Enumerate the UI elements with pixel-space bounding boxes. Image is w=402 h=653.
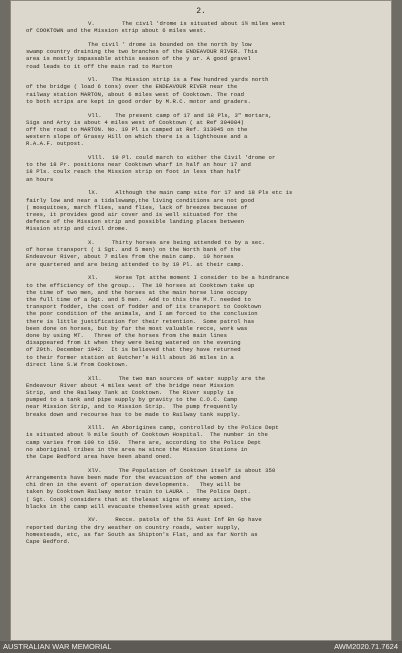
paragraph-line: of COOKTOWN and the Mission strip about 6 miles west. — [26, 27, 207, 35]
paragraph-line: R.A.A.F. outpost. — [26, 140, 84, 148]
paragraph — [26, 41, 382, 70]
paragraph-line: to their former station at Butcher's Hill about 36 miles in a — [26, 353, 234, 361]
paragraph-line: of the bridge ( load 6 tons) over the ENDEAVOUR RIVER near the — [26, 83, 238, 91]
paragraph-line: trees, it provides good air cover and is well situated for the — [26, 210, 238, 218]
paragraph-line: camp varies from 100 to 150. There are, according to the Police Dept — [26, 438, 262, 446]
paragraph-line: direct line S.W from Cooktown. — [26, 360, 129, 368]
paragraph-line: Mission strip and civil drome. — [26, 225, 129, 233]
paragraph — [26, 189, 382, 232]
paragraph-line: homesteads, etc, as far South as Shipton's Flat, and as far North as — [26, 530, 258, 538]
paragraph-line: 18 Pls. coulx reach the Mission strip on foot in less than half — [26, 168, 241, 176]
paragraph — [26, 467, 382, 510]
archive-footer — [0, 641, 402, 653]
paragraph-line: Endeavour River, about 7 miles from the main camp. 10 horses — [26, 253, 234, 261]
paragraph-line: to the efficiency of the group.. The 10 horses at Cooktown take up — [26, 281, 255, 289]
paragraph-line: near Mission Strip, and to Mission Strip. The pump frequently — [26, 403, 238, 411]
paragraph-line: fairly low and near a tidalswamp,the living conditions are not good — [26, 196, 255, 204]
paragraph-line: Cape Bedford. — [26, 538, 71, 546]
paragraph-line: pumped to a tank and pipe supply by gravity to the C.O.C. Camp — [26, 396, 238, 404]
paragraph-line: swamp country draining the two branches of the ENDEAVOUR RIVER. This — [26, 48, 258, 56]
paragraph-line: XV. Recce. patols of the 51 Aust Inf Bn Gp have — [88, 516, 262, 524]
page-number: 2. — [196, 7, 206, 16]
paragraph-line: Xl. Horse Tpt atthe moment I consider to be a hindrance — [88, 274, 290, 282]
paragraph-line: transport fodder, the cost of fodder and of its transport to Cooktown — [26, 303, 262, 311]
paragraph-line: Arrangements have been made for the evacuation of the women and — [26, 473, 241, 481]
paragraph — [26, 112, 382, 148]
paragraph-line: off the road to MARTON. No. 19 Pl is camped at Ref. 313045 on the — [26, 125, 248, 133]
paragraph-line: Xll. The two man sources of water supply are the — [88, 374, 266, 382]
paragraph-line: there is little justification for their retention. Some patrol has — [26, 317, 255, 325]
paragraph-line: area is mostly impassable atthis season of the y ar. A good gravel — [26, 55, 251, 63]
paragraph-line: XlV. The Population of Cooktown itself is about 350 — [88, 466, 276, 474]
paragraph-line: the Cape Bedford area have been aband oned. — [26, 453, 173, 461]
paragraph-line: X. Thirty horses are being attended to by a sec. — [88, 239, 266, 247]
paragraph-line: The civil ' drome is bounded on the north by low — [88, 40, 252, 48]
paragraph-line: lX. Although the main camp site for 17 and 18 Pls etc is — [88, 189, 293, 197]
paragraph — [26, 239, 382, 268]
paragraph-line: an hours — [26, 175, 54, 183]
paragraph-line: V. The civil 'drome is situated about 1½ miles west — [88, 20, 286, 27]
paragraph-line: road leads to it off the main rad to Marton — [26, 62, 173, 70]
paragraph-line: the poor condition of the animals, and I am forced to the conclusion — [26, 310, 258, 318]
paragraph-line: Endeavour River about 4 miles west of the bridge near Mission — [26, 381, 234, 389]
paragraph-line: chi dren in the event of operation developments. They will be — [26, 481, 241, 489]
paragraph-line: defence of the Mission strip and possible landing places between — [26, 218, 245, 226]
paragraph-line: ( Sgt. Cook) considers that at thelesat signs of enemy action, the — [26, 495, 251, 503]
footer-institution: AUSTRALIAN WAR MEMORIAL — [3, 642, 112, 651]
paragraph-line: western slope of Grassy Hill on which there is a lighthouse and a — [26, 133, 248, 141]
paragraph — [26, 516, 382, 545]
paragraph-line: of horse transport ( 1 Sgt. and 5 men) on the North bank of the — [26, 246, 241, 254]
paragraph — [26, 375, 382, 418]
paragraph-line: been done on horses, but by far the most valuable recce, work was — [26, 324, 248, 332]
paragraph-line: are quartered and are being attended to by 19 Pl. at their camp. — [26, 260, 245, 268]
paragraph-line: blacks in the camp will evacuate themselves with great speed. — [26, 502, 234, 510]
paragraph — [26, 154, 382, 183]
paragraph-line: Strip, and the Railway Tank at Cooktown. The River supply is — [26, 388, 234, 396]
paragraph-line: railway station MARTON, about 6 miles west of Cooktown. The road — [26, 90, 245, 98]
paragraph-line: Vll. The present camp of 17 and 18 Pls, 3" mortars, — [88, 111, 272, 119]
paragraph-line: no aboriginal tribes in the area nw since the Mission Stations in — [26, 445, 248, 453]
paragraph — [26, 274, 382, 368]
paragraph — [26, 76, 382, 105]
paragraph-line: ( mosquitoes, march flies, sand flies, lack of breezes because of — [26, 203, 248, 211]
paragraph-line: to both strips are kept in good order by M.R.C. motor and graders. — [26, 97, 251, 105]
paragraph-line: Xlll. An Aborigines camp, controlled by the Police Dept — [88, 424, 279, 432]
document-body — [26, 20, 382, 552]
paragraph-line: Sigs and Arty is about 4 miles west of Cooktown ( at Ref 304084) — [26, 118, 248, 126]
paragraph-line: the time of two men, and the horses at the main horse line occupy — [26, 288, 248, 296]
paragraph-line: is situated about ½ mile South of Cooktown Hospital. The number in the — [26, 431, 268, 439]
paragraph-line: Vl. The Mission strip is a few hundred yards north — [88, 76, 269, 84]
paragraph-line: the full time of a Sgt. and 5 men. Add to this the M.T. needed to — [26, 296, 251, 303]
paragraph-line: of 29th. December 1942. It is believed that they have returned — [26, 346, 241, 354]
paragraph-line: disappeared from it when they were being watered on the evening — [26, 339, 241, 347]
footer-accession-number: AWM2020.71.7624 — [334, 642, 398, 651]
paragraph — [26, 424, 382, 460]
paragraph-line: breaks down and recourse has to be made to Railway tank supply. — [26, 410, 241, 418]
paragraph-line: to the 18 Pr. positions near Cooktown wharf in half an hour 17 and — [26, 161, 251, 169]
paragraph-line: reported during the dry weather on country roads, water supply, — [26, 523, 241, 531]
paragraph-line: done by using MT. Three of the horses from the main lines — [26, 332, 228, 340]
document-page — [10, 0, 392, 641]
paragraph — [26, 20, 382, 34]
paragraph-line: taken by Cooktown Railway motor train to LAURA . The Police Dept. — [26, 488, 251, 496]
paragraph-line: Vlll. 19 Pl. could march to either the Civil 'drome or — [88, 154, 276, 162]
